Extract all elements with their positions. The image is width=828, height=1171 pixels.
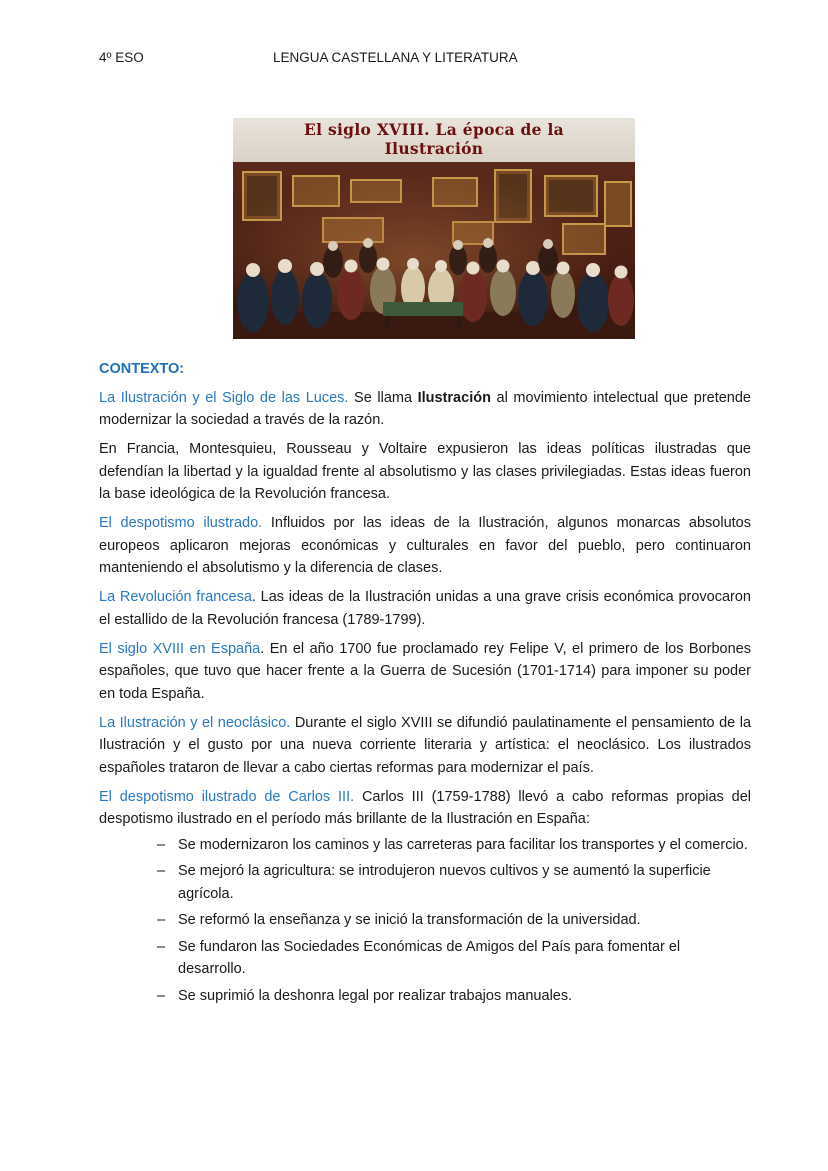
- paragraph-carlos-iii: [99, 786, 751, 831]
- paragraph-ilustracion: [99, 387, 751, 432]
- list-item: [157, 909, 751, 932]
- paragraph-text: Durante el siglo XVIII se difundió paulatinamente el pensamiento de la Ilustración y el gusto por una nueva corriente literaria y artística: el neoclásico. Los ilustrados españoles trataron de llevar a cabo ciertas reformas para modernizar el país.: [99, 714, 752, 776]
- list-item: [157, 860, 751, 905]
- list-item-text: Se mejoró la agricultura: se introdujeron nuevos cultivos y se aumentó la superficie agrícola.: [178, 863, 711, 902]
- figure-banner: [233, 118, 635, 162]
- illustration-figure: [233, 118, 635, 339]
- salon-painting-image: [233, 162, 635, 339]
- banner-line-1: El siglo XVIII. La época de la: [303, 120, 565, 139]
- paragraph-despotismo: [99, 512, 751, 580]
- paragraph-lead: El siglo XVIII en España: [99, 640, 261, 657]
- paragraph-text: Se llama: [348, 389, 418, 406]
- paragraph-text: Influidos por las ideas de la Ilustración, algunos monarcas absolutos europeos aplicaron mejoras económicas y culturales en favor del pueblo, pero continuaron manteniendo el absolutismo y la diferencia de clases.: [99, 515, 751, 576]
- dash-bullet-icon: –: [157, 836, 166, 853]
- dash-bullet-icon: –: [157, 863, 166, 879]
- paragraph-lead: El despotismo ilustrado de Carlos III.: [99, 788, 355, 805]
- paragraph-francia: En Francia, Montesquieu, Rousseau y Voltaire expusieron las ideas políticas ilustradas que defendían la libertad y la igualdad frente al absolutismo y las clases privilegiadas. Estas ideas fueron la base ideológica de la Revolución francesa.: [99, 441, 751, 502]
- list-item-text: Se modernizaron los caminos y las carreteras para facilitar los transportes y el comercio.: [178, 836, 748, 853]
- list-item-text: Se fundaron las Sociedades Económicas de Amigos del País para fomentar el desarrollo.: [178, 938, 681, 977]
- list-item: [157, 936, 751, 981]
- paragraph-lead: La Revolución francesa: [99, 589, 252, 605]
- paragraph-text: . En el año 1700 fue proclamado rey Felipe V, el primero de los Borbones españoles, que tuvo que hacer frente a la Guerra de Sucesión (1701-1714) para imponer su poder en toda España.: [99, 640, 751, 702]
- paragraph-text: Carlos III (1759-1788) llevó a cabo reformas propias del despotismo ilustrado en el período más brillante de la Ilustración en España:: [99, 788, 751, 827]
- document-body: [99, 358, 751, 1011]
- course-level: 4º ESO: [99, 50, 144, 65]
- paragraph-lead: El despotismo ilustrado.: [99, 515, 263, 531]
- section-title: CONTEXTO:: [99, 361, 185, 377]
- paragraph-lead: La Ilustración y el neoclásico.: [99, 714, 291, 731]
- paragraph-text: . Las ideas de la Ilustración unidas a una grave crisis económica provocaron el estallido de la Revolución francesa (1789-1799).: [99, 589, 751, 628]
- dash-bullet-icon: –: [157, 938, 166, 955]
- subject-title: LENGUA CASTELLANA Y LITERATURA: [273, 50, 518, 65]
- paragraph-lead: La Ilustración y el Siglo de las Luces.: [99, 389, 349, 406]
- page-header: [99, 50, 739, 70]
- list-item: [157, 834, 751, 857]
- paragraph-espana: [99, 638, 751, 706]
- paragraph-neoclasico: [99, 712, 751, 780]
- paragraph-revolucion: [99, 586, 751, 631]
- list-item: [157, 985, 751, 1008]
- bold-term: Ilustración: [417, 389, 491, 406]
- dash-bullet-icon: –: [157, 987, 166, 1004]
- banner-line-2: Ilustración: [384, 139, 484, 158]
- reforms-list: [99, 834, 751, 1008]
- figure-banner-title: [233, 120, 635, 158]
- paragraph-text: al movimiento intelectual que pretende modernizar la sociedad a través de la razón.: [99, 389, 751, 428]
- list-item-text: Se reformó la enseñanza y se inició la transformación de la universidad.: [178, 912, 641, 928]
- list-item-text: Se suprimió la deshonra legal por realizar trabajos manuales.: [178, 987, 573, 1004]
- dash-bullet-icon: –: [157, 912, 166, 928]
